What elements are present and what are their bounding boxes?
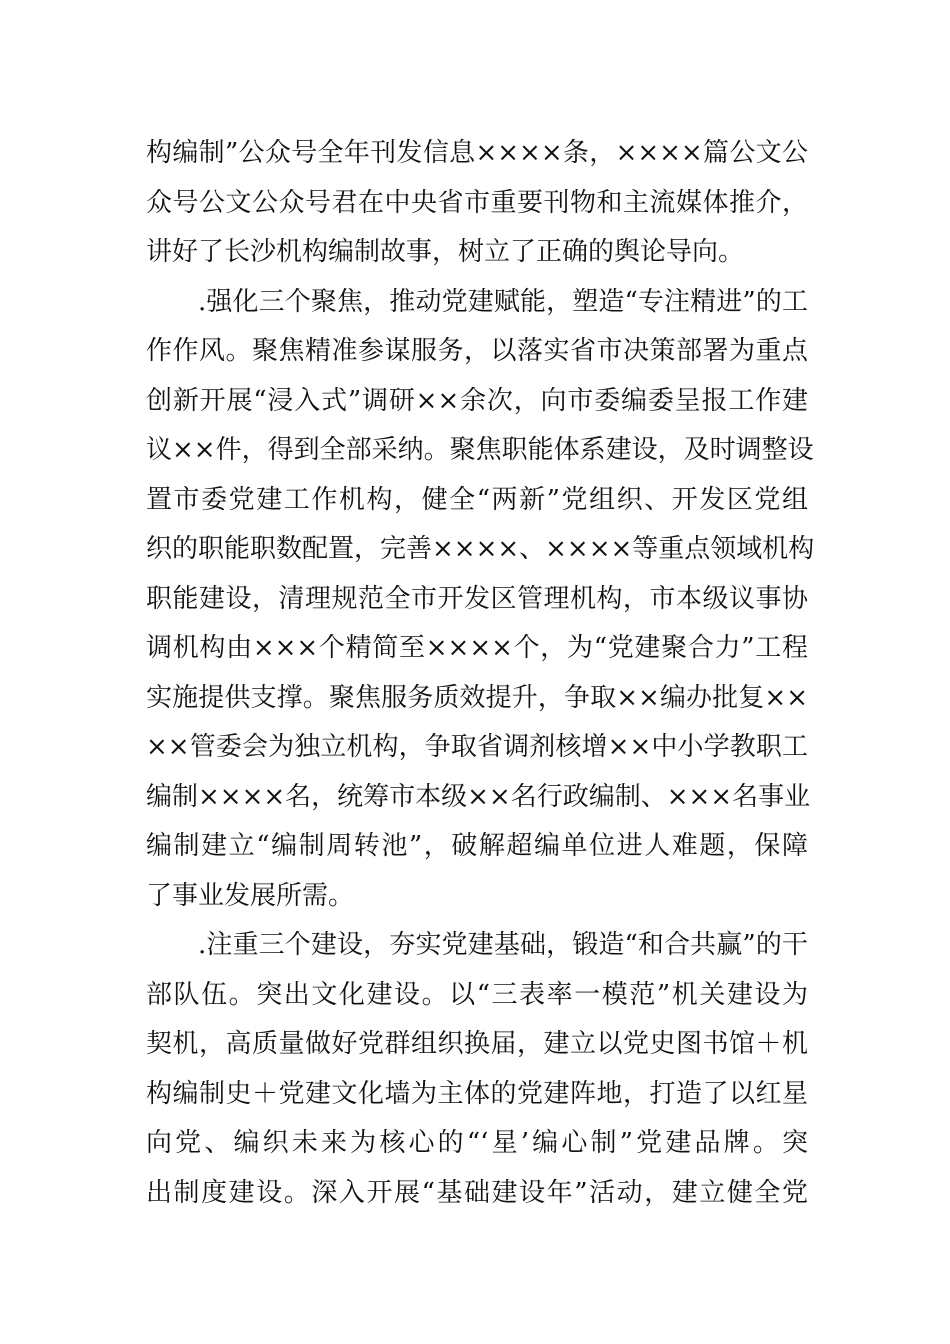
text-line: 织的职能职数配置，完善××××、××××等重点领域机构 (146, 534, 815, 564)
text-line: 职能建设，清理规范全市开发区管理机构，市本级议事协 (146, 583, 808, 614)
text-line: 创新开展“浸入式”调研××余次，向市委编委呈报工作建 (146, 385, 808, 416)
text-line: 实施提供支撑。聚焦服务质效提升，争取××编办批复×× (146, 682, 808, 713)
text-line: 调机构由×××个精简至××××个，为“党建聚合力”工程 (146, 633, 808, 663)
text-line: 契机，高质量做好党群组织换届，建立以党史图书馆＋机 (146, 1029, 808, 1059)
text-line: 出制度建设。深入开展“基础建设年”活动，建立健全党 (146, 1177, 808, 1208)
paragraph-start-line: .注重三个建设，夯实党建基础，锻造“和合共赢”的干 (198, 930, 808, 960)
text-line: ××管委会为独立机构，争取省调剂核增××中小学教职工 (146, 732, 808, 762)
text-line: 了事业发展所需。 (146, 880, 355, 911)
paragraph-start-line: .强化三个聚焦，推动党建赋能，塑造“专注精进”的工 (198, 286, 808, 317)
text-line: 部队伍。突出文化建设。以“三表率一模范”机关建设为 (146, 979, 808, 1010)
text-line: 置市委党建工作机构，健全“两新”党组织、开发区党组 (146, 484, 808, 515)
text-line: 向党、编织未来为核心的“‘星’编心制”党建品牌。突 (146, 1128, 808, 1158)
text-line: 构编制史＋党建文化墙为主体的党建阵地，打造了以红星 (146, 1078, 808, 1109)
text-line: 编制××××名，统筹市本级××名行政编制、×××名事业 (146, 781, 811, 812)
body-text (146, 129, 815, 1218)
text-line: 讲好了长沙机构编制故事，树立了正确的舆论导向。 (146, 237, 745, 267)
text-line: 构编制”公众号全年刊发信息××××条，××××篇公文公 (146, 138, 808, 168)
text-line: 编制建立“编制周转池”，破解超编单位进人难题，保障 (146, 831, 808, 861)
text-line: 议××件，得到全部采纳。聚焦职能体系建设，及时调整设 (146, 435, 814, 465)
text-line: 作作风。聚焦精准参谋服务，以落实省市决策部署为重点 (146, 336, 808, 366)
text-line: 众号公文公众号君在中央省市重要刊物和主流媒体推介， (146, 187, 808, 218)
